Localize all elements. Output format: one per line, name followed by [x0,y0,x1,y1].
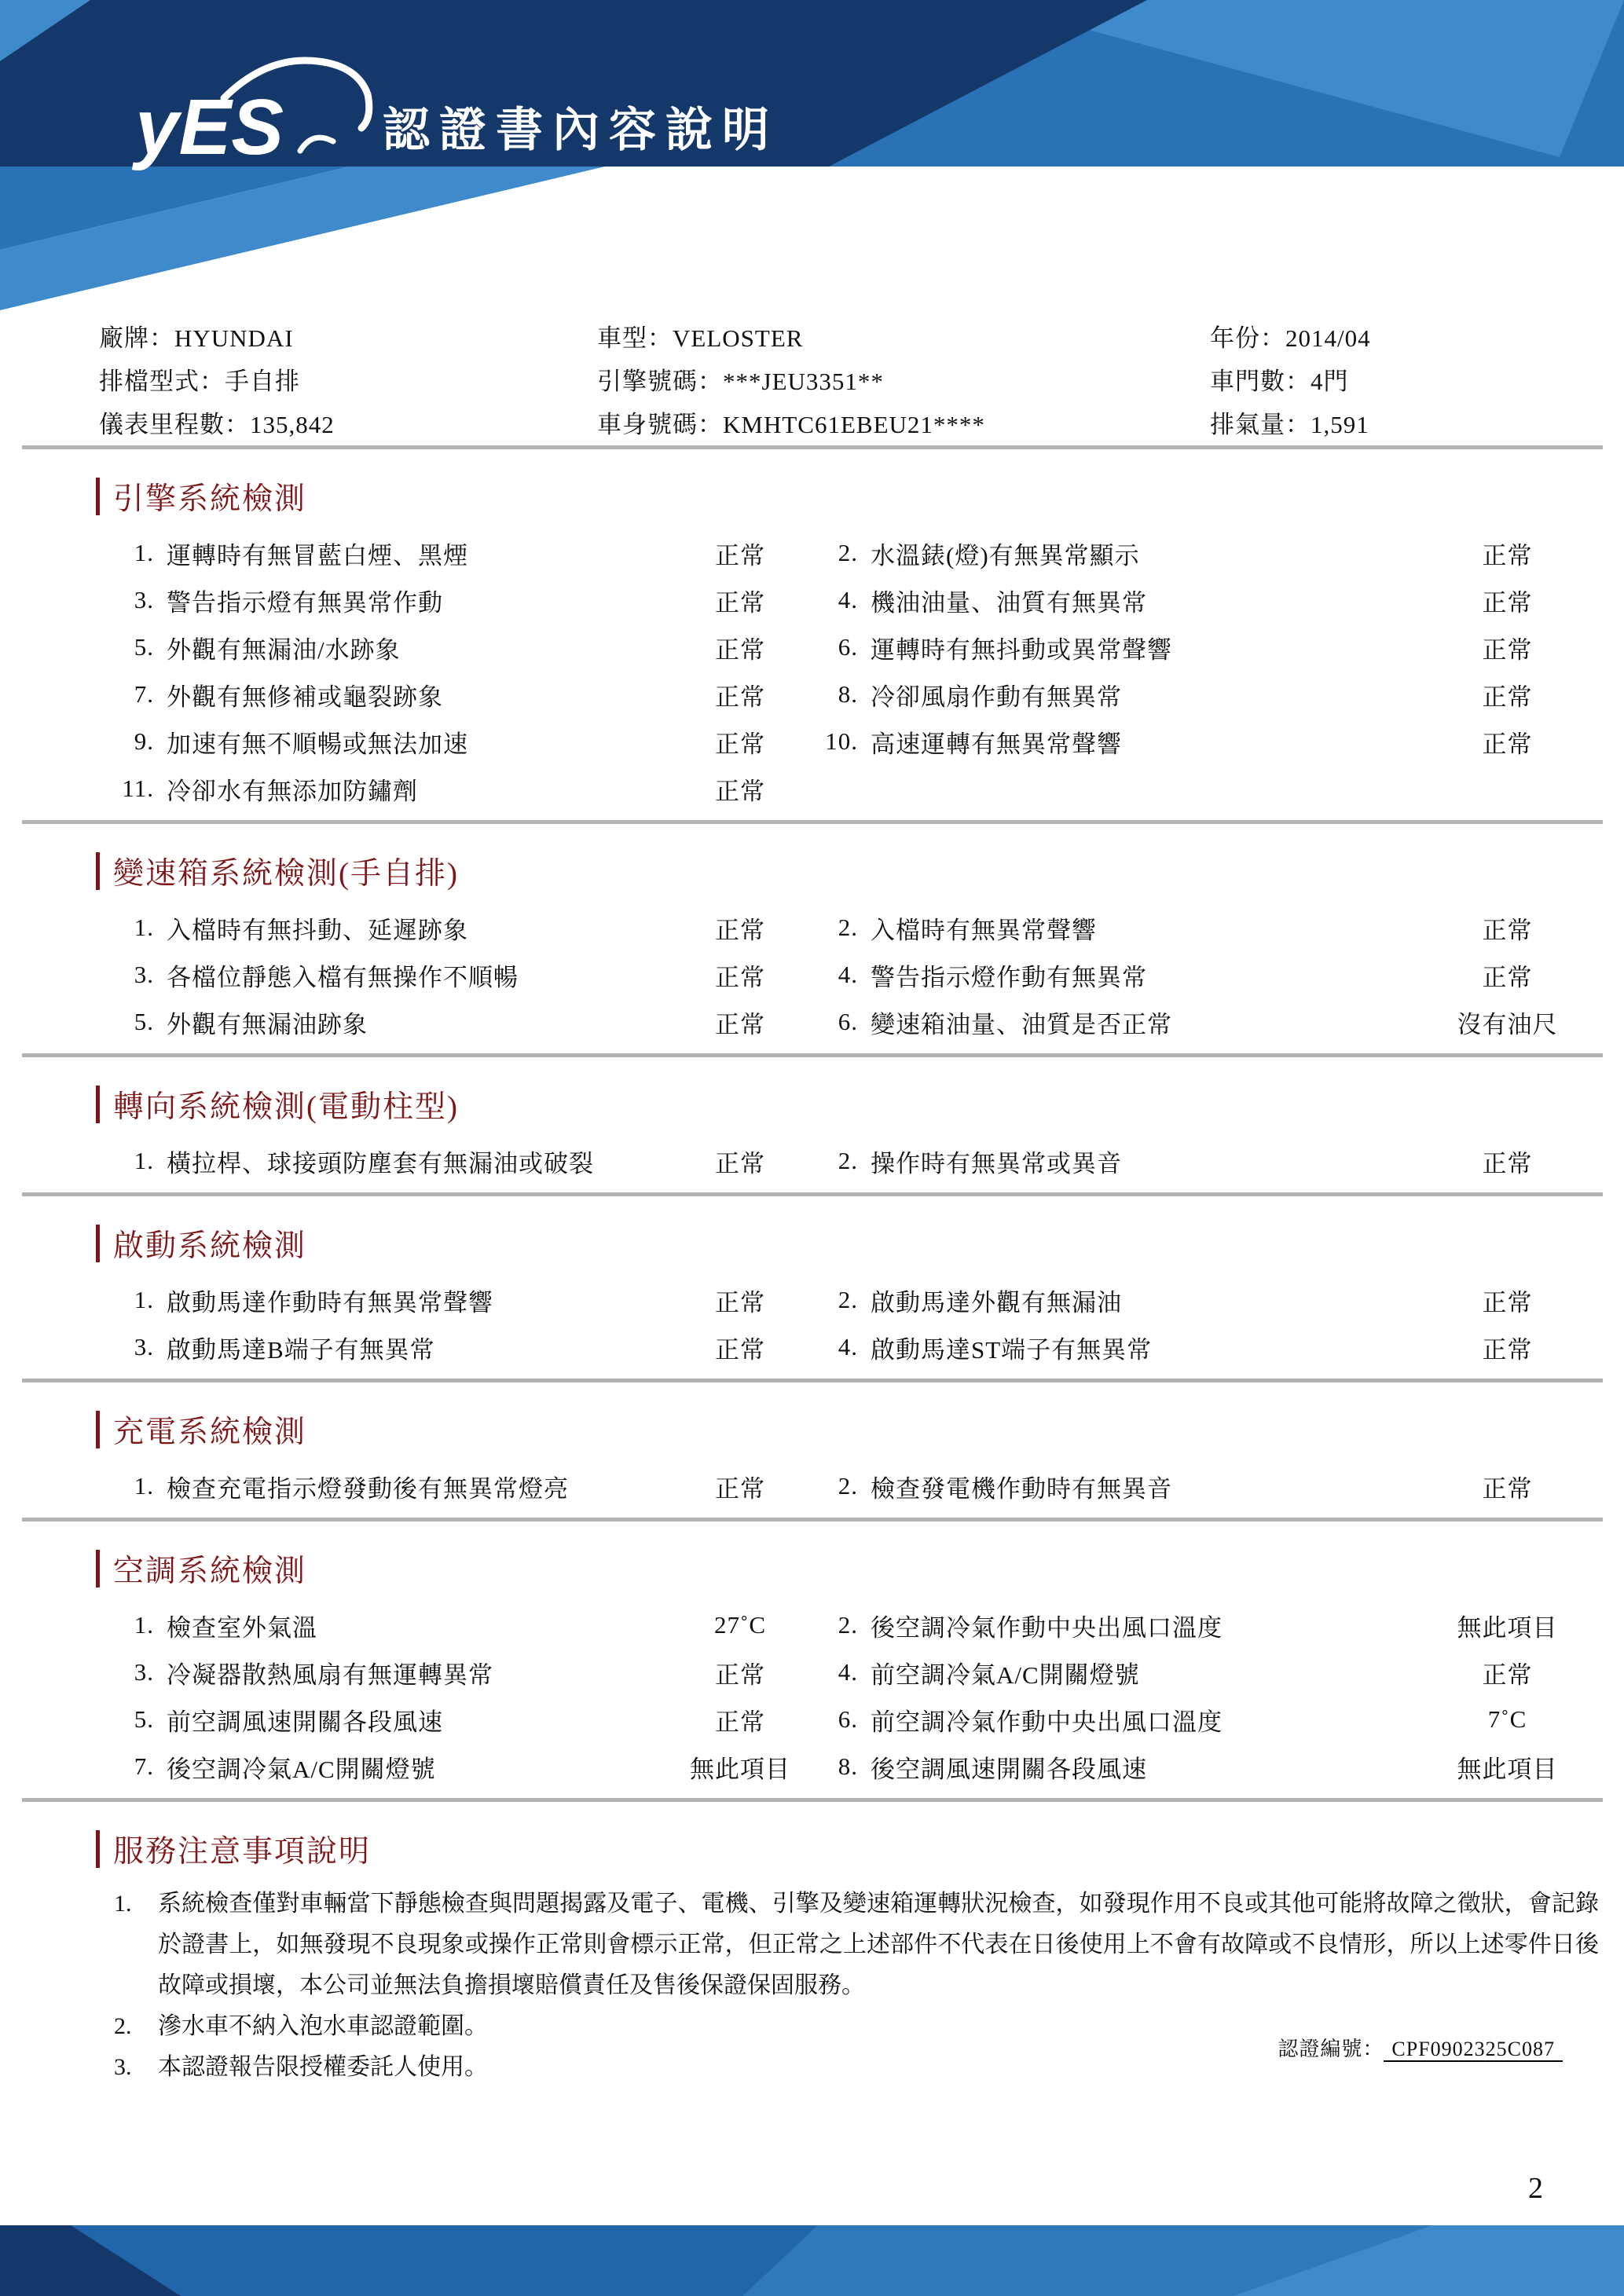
section-5 [0,1406,1624,1510]
item-number: 7. [134,1752,154,1780]
item-text: 啟動馬達外觀有無漏油 [871,1288,1122,1316]
vehicle-info-field [1210,361,1603,397]
item-number: 5. [134,633,154,661]
item-number: 6. [838,633,858,661]
section-title [96,1081,1624,1128]
item-status: 正常 [1482,916,1533,944]
section-divider [22,1518,1603,1522]
section-title-text: 引擎系統檢測 [113,482,307,516]
info-label: 車型： [597,324,673,352]
section-divider [22,820,1603,824]
item-number: 5. [134,1008,154,1035]
item-number: 3. [134,961,154,988]
check-items [96,1137,1603,1185]
item-status: 正常 [715,635,765,664]
check-items [96,1602,1603,1790]
item-text: 外觀有無修補或龜裂跡象 [167,683,443,711]
item-number: 2. [838,914,858,941]
item-status: 正常 [1482,1661,1533,1689]
item-status: 正常 [1482,683,1533,711]
info-label: 引擎號碼： [597,368,723,395]
item-number: 5. [134,1705,154,1733]
item-number: 6. [838,1705,858,1733]
info-label: 儀表里程數： [99,411,250,438]
vehicle-info-field [1210,318,1603,353]
vehicle-info-field [597,405,1210,440]
info-label: 車門數： [1210,368,1311,395]
item-text: 運轉時有無冒藍白煙、黑煙 [167,541,468,569]
item-text: 運轉時有無抖動或異常聲響 [871,635,1172,664]
item-text: 冷凝器散熱風扇有無運轉異常 [167,1661,493,1689]
item-number: 1. [134,1286,154,1313]
vehicle-info-field [597,318,1210,353]
item-number: 2. [838,1286,858,1313]
item-status: 正常 [715,1010,765,1038]
info-value: VELOSTER [673,324,804,352]
section-title-bar [96,852,100,890]
note-text: 滲水車不納入泡水車認證範圍。 [158,2013,488,2039]
item-text: 警告指示燈有無異常作動 [167,588,443,617]
vehicle-info-field [597,361,1210,397]
note-text: 本認證報告限授權委託人使用。 [158,2054,488,2080]
note-item [114,1884,1599,2006]
note-number: 3. [114,2054,132,2080]
note-text: 系統檢查僅對車輛當下靜態檢查與問題揭露及電子、電機、引擎及變速箱運轉狀況檢查，如發現作用不良或其他可能將故障之徵狀，會記錄於證書上，如無發現不良現象或操作正常則會標示正常，但正常之上述部件不代表在日後使用上不會有故障或不良情形，所以上述零件日後故障或損壞，本公司並無法負擔損壞賠償責任及售後保證保固服務。 [158,1891,1599,1998]
item-number: 9. [134,727,154,755]
item-number: 2. [838,1611,858,1639]
item-number: 1. [134,1147,154,1174]
item-text: 入檔時有無異常聲響 [871,916,1097,944]
item-number: 8. [838,680,858,708]
item-status: 正常 [715,588,765,617]
item-text: 檢查室外氣溫 [167,1613,317,1642]
section-divider [22,1379,1603,1382]
item-text: 外觀有無漏油/水跡象 [167,635,401,664]
vehicle-info [99,314,1603,444]
item-status: 正常 [715,541,765,569]
info-value: 2014/04 [1285,324,1371,352]
yes-logo-text: yES [135,83,284,171]
page-number: 2 [1528,2172,1543,2205]
item-number: 3. [134,1658,154,1686]
item-number: 1. [134,539,154,566]
item-text: 冷卻風扇作動有無異常 [871,683,1122,711]
item-number: 4. [838,961,858,988]
section-title [96,1545,1624,1592]
item-status: 正常 [1482,588,1533,617]
item-text: 檢查充電指示燈發動後有無異常燈亮 [167,1474,569,1503]
item-status: 正常 [1482,1149,1533,1177]
item-status: 沒有油尺 [1457,1010,1558,1038]
item-text: 後空調冷氣作動中央出風口溫度 [871,1613,1223,1642]
item-text: 入檔時有無抖動、延遲跡象 [167,916,468,944]
item-status: 無此項目 [1457,1755,1558,1783]
info-value: 4門 [1311,368,1349,395]
section-divider [22,1192,1603,1196]
item-status: 正常 [1482,963,1533,991]
vehicle-info-field [99,361,597,397]
certificate-number [1278,2033,1563,2062]
item-status: 正常 [715,963,765,991]
vehicle-info-field [1210,405,1603,440]
section-title [96,1825,1624,1873]
item-status: 正常 [715,1149,765,1177]
item-status: 正常 [1482,541,1533,569]
item-status: 正常 [715,1474,765,1503]
item-status: 無此項目 [1457,1613,1558,1642]
item-text: 前空調冷氣作動中央出風口溫度 [871,1708,1223,1736]
info-value: HYUNDAI [174,324,294,352]
item-status: 7˚C [1487,1705,1527,1733]
item-status: 無此項目 [690,1755,790,1783]
check-items [96,1276,1603,1371]
info-divider [22,445,1603,449]
item-number: 2. [838,1472,858,1500]
item-number: 3. [134,1333,154,1360]
section-title-text: 轉向系統檢測(電動柱型) [113,1090,459,1124]
item-status: 正常 [715,916,765,944]
section-divider [22,1798,1603,1802]
item-number: 4. [838,1333,858,1360]
info-label: 排檔型式： [99,368,225,395]
item-number: 2. [838,539,858,566]
item-text: 啟動馬達作動時有無異常聲響 [167,1288,493,1316]
item-number: 6. [838,1008,858,1035]
section-title-bar [96,1086,100,1123]
info-value: 1,591 [1311,411,1369,438]
page-footer [0,2225,1624,2296]
item-number: 2. [838,1147,858,1174]
section-title-bar [96,1225,100,1262]
info-value: 135,842 [250,411,335,438]
item-number: 1. [134,1611,154,1639]
section-title-bar [96,478,100,515]
section-title-text: 啟動系統檢測 [113,1229,307,1263]
item-status: 正常 [1482,1288,1533,1316]
item-status: 正常 [715,1708,765,1736]
section-3 [0,1081,1624,1185]
item-number: 1. [134,1472,154,1500]
page-title: 認證書內容說明 [383,104,779,156]
info-value: 手自排 [225,368,300,395]
item-text: 變速箱油量、油質是否正常 [871,1010,1172,1038]
section-title [96,473,1624,520]
info-value: ***JEU3351** [723,368,884,395]
section-title-bar [96,1411,100,1448]
vehicle-info-field [99,405,597,440]
note-number: 2. [114,2013,132,2039]
item-text: 機油油量、油質有無異常 [871,588,1147,617]
section-title-bar [96,1830,100,1868]
section-6 [0,1545,1624,1790]
item-text: 橫拉桿、球接頭防塵套有無漏油或破裂 [167,1149,594,1177]
note-number: 1. [114,1891,132,1917]
section-title-text: 服務注意事項說明 [113,1835,372,1869]
item-text: 各檔位靜態入檔有無操作不順暢 [167,963,519,991]
section-4 [0,1220,1624,1371]
item-number: 4. [838,1658,858,1686]
item-number: 8. [838,1752,858,1780]
info-label: 年份： [1210,324,1285,352]
item-status: 正常 [715,683,765,711]
item-status: 正常 [1482,730,1533,758]
item-text: 加速有無不順暢或無法加速 [167,730,468,758]
info-label: 廠牌： [99,324,174,352]
vehicle-info-field [99,318,597,353]
item-text: 後空調冷氣A/C開關燈號 [167,1755,436,1783]
info-value: KMHTC61EBEU21**** [723,411,985,438]
footer-graphic [0,2225,1624,2296]
item-status: 正常 [1482,1474,1533,1503]
item-text: 水溫錶(燈)有無異常顯示 [871,541,1140,569]
item-number: 7. [134,680,154,708]
item-status: 27˚C [714,1611,766,1639]
item-text: 啟動馬達B端子有無異常 [167,1335,435,1364]
section-title [96,848,1624,895]
check-items [96,904,1603,1045]
item-text: 操作時有無異常或異音 [871,1149,1122,1177]
item-text: 檢查發電機作動時有無異音 [871,1474,1172,1503]
section-title-text: 空調系統檢測 [113,1554,307,1588]
item-number: 3. [134,586,154,613]
section-divider [22,1053,1603,1057]
item-status: 正常 [715,1335,765,1364]
item-text: 外觀有無漏油跡象 [167,1010,368,1038]
section-title-text: 變速箱系統檢測(手自排) [113,857,459,891]
item-text: 高速運轉有無異常聲響 [871,730,1122,758]
info-label: 車身號碼： [597,411,723,438]
item-text: 前空調風速開關各段風速 [167,1708,443,1736]
item-number: 11. [122,774,154,802]
item-text: 冷卻水有無添加防鏽劑 [167,777,418,805]
item-number: 10. [825,727,858,755]
inspection-sections [0,473,1624,1802]
item-text: 後空調風速開關各段風速 [871,1755,1147,1783]
item-number: 4. [838,586,858,613]
item-status: 正常 [715,777,765,805]
check-items [96,529,1603,812]
section-title [96,1406,1624,1453]
item-text: 啟動馬達ST端子有無異常 [871,1335,1153,1364]
item-text: 警告指示燈作動有無異常 [871,963,1147,991]
item-number: 1. [134,914,154,941]
section-1 [0,473,1624,812]
info-label: 排氣量： [1210,411,1311,438]
certificate-number-value: CPF0902325C087 [1384,2038,1563,2062]
item-status: 正常 [1482,1335,1533,1364]
section-title-bar [96,1550,100,1587]
item-status: 正常 [715,1661,765,1689]
section-2 [0,848,1624,1045]
section-title-text: 充電系統檢測 [113,1415,307,1449]
item-status: 正常 [715,1288,765,1316]
item-status: 正常 [1482,635,1533,664]
item-status: 正常 [715,730,765,758]
check-items [96,1463,1603,1510]
item-text: 前空調冷氣A/C開關燈號 [871,1661,1140,1689]
section-title [96,1220,1624,1267]
certificate-number-label: 認證編號： [1278,2038,1384,2060]
